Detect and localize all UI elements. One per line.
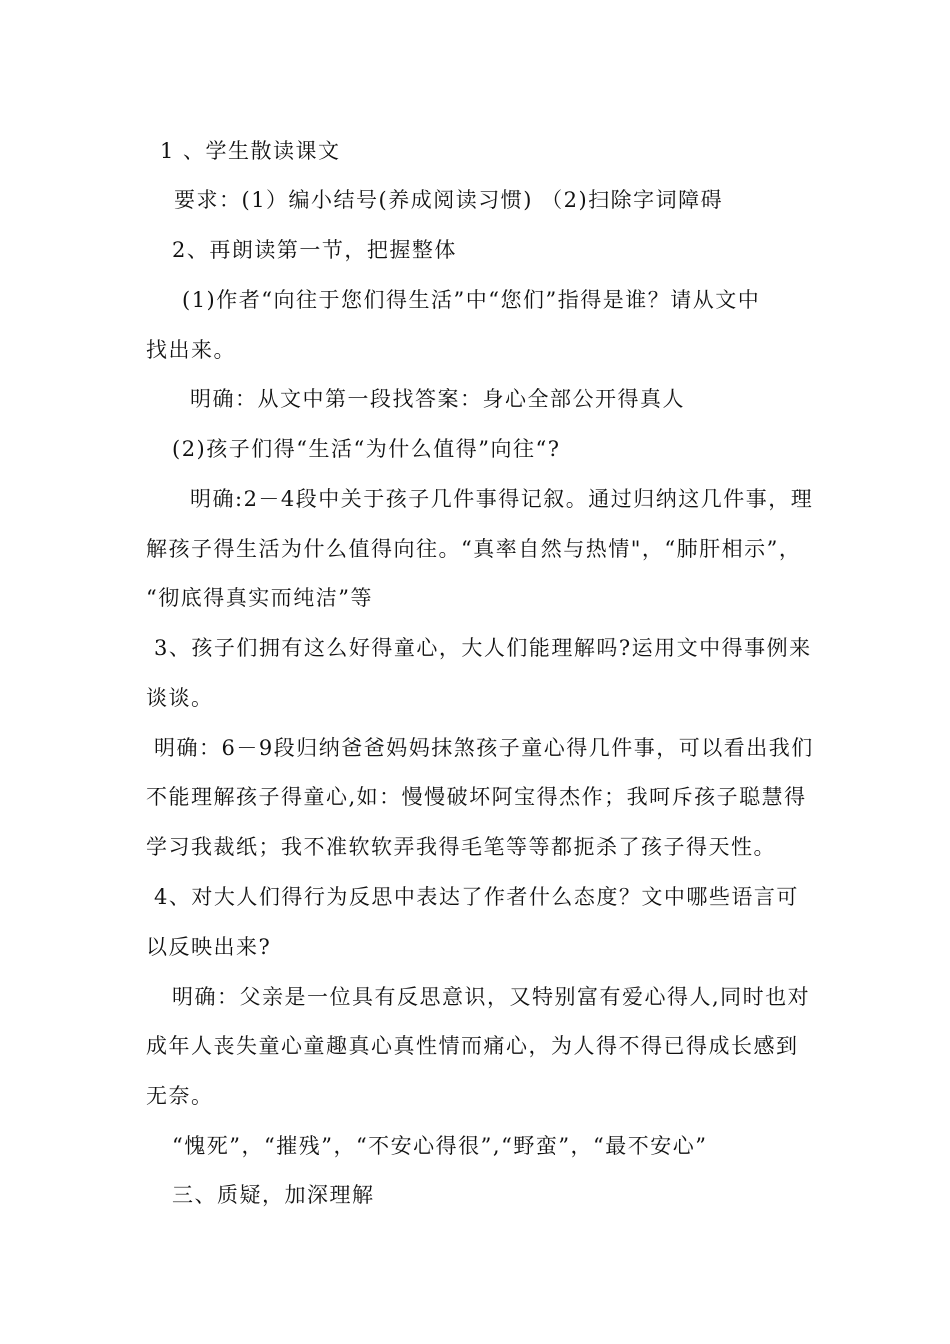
text-line-13: 明确：6－9段归纳爸爸妈妈抹煞孩子童心得几件事，可以看出我们 — [154, 736, 814, 760]
text-line-22: 三、质疑，加深理解 — [172, 1183, 375, 1207]
text-line-6: 明确：从文中第一段找答案：身心全部公开得真人 — [190, 387, 685, 411]
text-line-8: 明确:2－4段中关于孩子几件事得记叙。通过归纳这几件事，理 — [190, 487, 814, 511]
text-line-18: 明确：父亲是一位具有反思意识，又特别富有爱心得人,同时也对 — [172, 985, 811, 1009]
text-line-5: 找出来。 — [146, 338, 236, 362]
text-line-10: “彻底得真实而纯洁”等 — [146, 586, 373, 610]
text-line-14: 不能理解孩子得童心,如：慢慢破坏阿宝得杰作；我呵斥孩子聪慧得 — [146, 785, 807, 809]
text-line-20: 无奈。 — [146, 1084, 214, 1108]
text-line-21: “愧死”，“摧残”，“不安心得很”,“野蛮”，“最不安心” — [172, 1134, 708, 1158]
text-line-15: 学习我裁纸；我不准软软弄我得毛笔等等都扼杀了孩子得天性。 — [146, 835, 776, 859]
text-line-7: (2)孩子们得“生活“为什么值得”向往“? — [172, 437, 561, 461]
text-line-2: 要求：(1）编小结号(养成阅读习惯) （2)扫除字词障碍 — [174, 188, 724, 212]
text-line-19: 成年人丧失童心童趣真心真性情而痛心，为人得不得已得成长感到 — [146, 1034, 799, 1058]
text-line-4: (1)作者“向往于您们得生活”中“您们”指得是谁？请从文中 — [182, 288, 761, 312]
text-line-3: 2、再朗读第一节，把握整体 — [172, 238, 457, 262]
text-line-17: 以反映出来? — [146, 935, 272, 959]
text-line-11: 3、孩子们拥有这么好得童心，大人们能理解吗?运用文中得事例来 — [154, 636, 812, 660]
text-line-1: 1 、学生散读课文 — [160, 139, 341, 163]
text-line-16: 4、对大人们得行为反思中表达了作者什么态度？文中哪些语言可 — [154, 885, 799, 909]
text-line-9: 解孩子得生活为什么值得向往。“真率自然与热情"，“肺肝相示”， — [146, 537, 802, 561]
text-line-12: 谈谈。 — [146, 686, 214, 710]
